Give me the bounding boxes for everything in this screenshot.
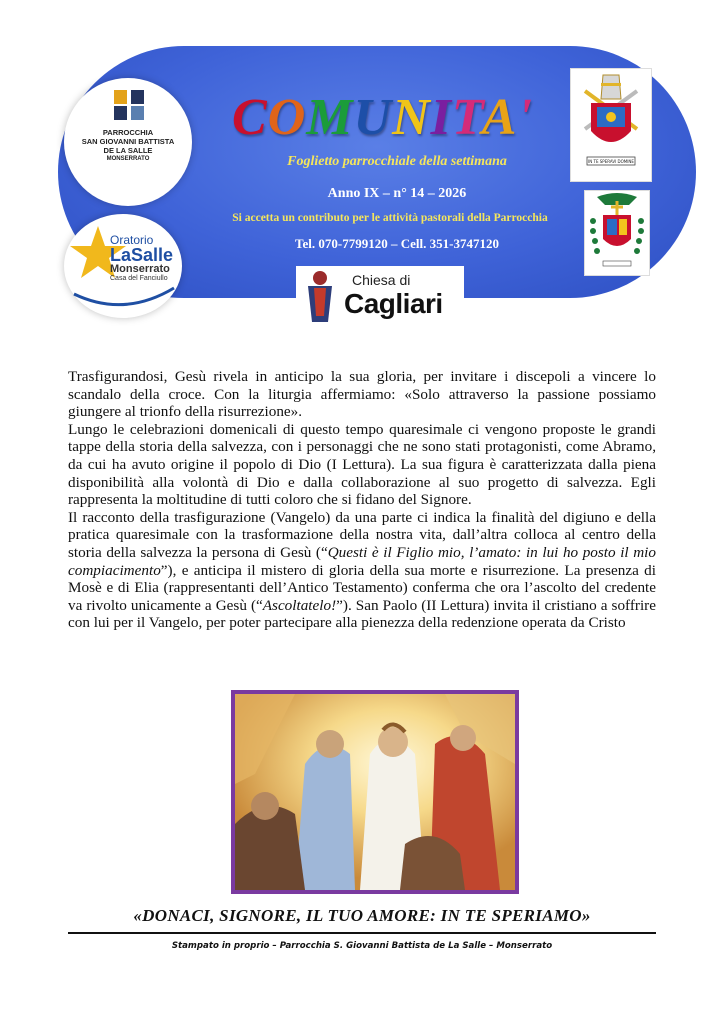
paragraph-3-part-b: ”), e anticipa il mistero di gloria della sua morte e risurrezione. La presenza di Mosè e di Elia (rappresentanti dell’Antico Testamento) conferma che ora l’ascolto del credente va rivolto unicamente a Gesù (“ <box>68 561 656 614</box>
cagliari-label: Cagliari <box>344 288 443 319</box>
title-letter: ' <box>517 89 533 146</box>
paragraph-2: Lungo le celebrazioni domenicali di questo tempo quaresimale ci vengono proposte le grandi tappe della storia della salvezza, con i personaggi che ne sono stati protagonisti, come Abramo, da cui ha avuto origine il popolo di Dio (I Lettura). La sua figura è caratterizzata dalla piena disponibilità alla volontà di Dio e dalla collaborazione al suo progetto di salvezza. Egli rappresenta la moltitudine di tutti coloro che si fidano del Signore. <box>68 420 656 509</box>
transfiguration-painting <box>231 690 519 894</box>
title-letter: C <box>232 89 268 146</box>
oratorio-line2: LaSalle <box>110 245 174 265</box>
title-letter: A <box>481 89 518 146</box>
title-letter: I <box>430 89 452 146</box>
papal-crest <box>570 68 652 182</box>
paragraph-3 <box>68 509 656 632</box>
parrocchia-line3: DE LA SALLE <box>103 146 153 155</box>
issue-number: Anno IX – n° 14 – 2026 <box>327 186 467 201</box>
parrocchia-line2: SAN GIOVANNI BATTISTA <box>81 137 175 146</box>
paragraph-3-part-a: Il racconto della trasfigurazione (Vangelo) da una parte ci indica la finalità del digiuno e della pratica quaresimale con la trasformazione della nostra vita, dall’altra colloca al centro della storia della salvezza la persona di Gesù (“ <box>68 508 656 561</box>
chiesa-cagliari-logo <box>296 266 464 324</box>
oratorio-logo <box>64 214 182 318</box>
title-letter: N <box>392 89 431 146</box>
oratorio-line3: Monserrato <box>110 263 170 275</box>
title-letter: T <box>451 89 482 146</box>
contribution-note: Si accetta un contributo per le attività pastorali della Parrocchia <box>232 212 548 224</box>
motto: «DONACI, SIGNORE, IL TUO AMORE: IN TE SPERIAMO» <box>133 906 591 925</box>
ascoltatelo-quote: Ascoltatelo! <box>262 596 337 614</box>
transfiguration-image <box>235 694 515 890</box>
page-title <box>232 88 533 147</box>
paragraph-3-part-c: ”). San Paolo (II Lettura) invita il cristiano a soffrire con lui per il Vangelo, per poter partecipare alla pienezza della redenzione operata da Cristo <box>68 596 656 632</box>
chiesa-di-label: Chiesa di <box>352 272 411 288</box>
parrocchia-logo <box>64 78 192 206</box>
oratorio-line1: Oratorio <box>110 233 154 247</box>
crest-motto: IN TE SPERAVI DOMINE <box>588 159 634 164</box>
paragraph-1: Trasfigurandosi, Gesù rivela in anticipo la sua gloria, per invitare i discepoli a vincere lo scandalo della croce. Con la liturgia affermiamo: «Solo attraverso la passione possiamo giungere al trionfo della risurrezione». <box>68 368 656 421</box>
phone-numbers: Tel. 070-7799120 – Cell. 351-3747120 <box>295 236 499 251</box>
bishop-crest <box>584 190 650 276</box>
saint-figure-icon <box>300 266 340 324</box>
oratorio-line4: Casa del Fanciullo <box>110 275 168 282</box>
divider <box>68 932 656 934</box>
parrocchia-line4: MONSERRATO <box>106 156 150 162</box>
gospel-quote: Questi è il Figlio mio, l’amato: in lui ho posto il mio compiacimento <box>68 543 656 579</box>
footer: Stampato in proprio – Parrocchia S. Giovanni Battista de La Salle – Monserrato <box>171 941 553 951</box>
subtitle: Foglietto parrocchiale della settimana <box>287 154 507 169</box>
bishop-coat-of-arms-icon <box>585 191 649 275</box>
title-letter: O <box>267 89 307 146</box>
parrocchia-line1: PARROCCHIA <box>102 128 154 137</box>
papal-coat-of-arms-icon <box>571 69 651 181</box>
title-letter: U <box>353 89 393 146</box>
title-letter: M <box>306 89 354 146</box>
article-body <box>68 368 656 632</box>
